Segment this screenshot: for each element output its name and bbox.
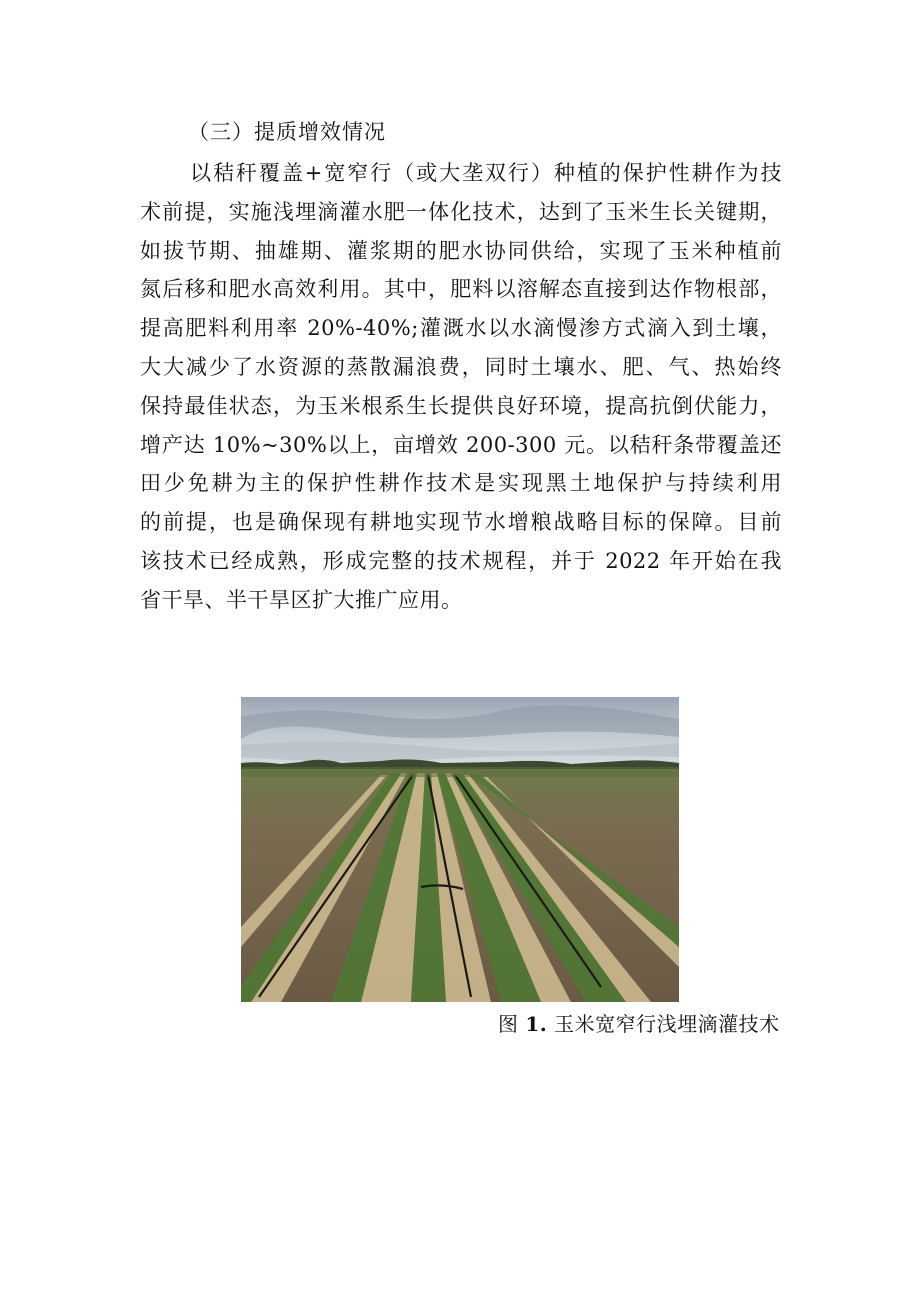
paragraph-line: 田少免耕为主的保护性耕作技术是实现黑土地保护与持续利用 <box>140 471 782 496</box>
paragraph-line: 氮后移和肥水高效利用。其中，肥料以溶解态直接到达作物根部， <box>140 277 782 302</box>
caption-prefix: 图 <box>498 1012 519 1036</box>
paragraph-line: 以秸秆覆盖+宽窄行（或大垄双行）种植的保护性耕作为技 <box>190 161 782 185</box>
paragraph-line: 省干旱、半干旱区扩大推广应用。 <box>140 587 463 612</box>
paragraph-line: 大大减少了水资源的蒸散漏浪费，同时土壤水、肥、气、热始终 <box>140 354 782 379</box>
section-heading: （三）提质增效情况 <box>188 120 386 144</box>
paragraph-line: 术前提，实施浅埋滴灌水肥一体化技术，达到了玉米生长关键期， <box>140 199 782 224</box>
paragraph-line: 的前提，也是确保现有耕地实现节水增粮战略目标的保障。目前 <box>140 510 782 535</box>
paragraph-line: 如拔节期、抽雄期、灌浆期的肥水协同供给，实现了玉米种植前 <box>140 238 782 263</box>
caption-text: 玉米宽窄行浅埋滴灌技术 <box>554 1012 780 1036</box>
caption-number: 1. <box>525 1012 548 1036</box>
paragraph-line: 该技术已经成熟，形成完整的技术规程，并于 2022 年开始在我 <box>140 548 782 573</box>
paragraph-line: 增产达 10%~30%以上，亩增效 200-300 元。以秸秆条带覆盖还 <box>140 432 782 457</box>
body-paragraph <box>140 154 782 620</box>
paragraph-line: 提高肥料利用率 20%-40%;灌溉水以水滴慢渗方式滴入到土壤， <box>140 316 782 341</box>
paragraph-line: 保持最佳状态，为玉米根系生长提供良好环境，提高抗倒伏能力， <box>140 393 782 418</box>
figure-caption <box>498 1008 780 1037</box>
cornfield-drip-irrigation-photo <box>241 697 679 1002</box>
